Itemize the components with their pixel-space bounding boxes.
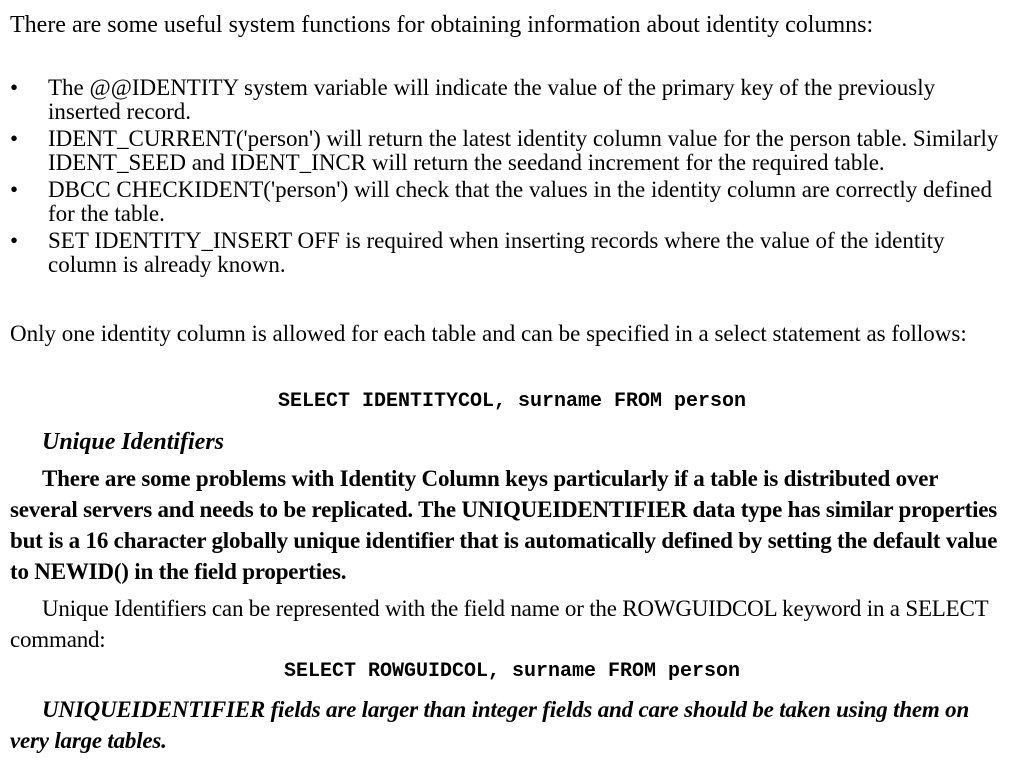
rowguidcol-paragraph: Unique Identifiers can be represented with the field name or the ROWGUIDCOL keyword in a SELECT command:: [10, 596, 989, 652]
list-item-text: DBCC CHECKIDENT('person') will check that the values in the identity column are correctly defined for the table.: [48, 177, 992, 226]
bullet-icon: •: [10, 126, 19, 151]
list-item-text: The @@IDENTITY system variable will indicate the value of the primary key of the previously inserted record.: [48, 75, 936, 124]
list-item: [10, 178, 1012, 226]
list-item-text: IDENT_CURRENT('person') will return the latest identity column value for the person table. Similarly IDENT_SEED and IDENT_INCR will return the seedand increment for the required table.: [48, 126, 999, 175]
list-item: [10, 229, 1012, 277]
list-item: [10, 76, 1012, 124]
note-paragraph: UNIQUEIDENTIFIER fields are larger than integer fields and care should be taken using them on very large tables.: [10, 697, 970, 753]
identity-column-paragraph: Only one identity column is allowed for each table and can be specified in a select statement as follows:: [10, 321, 967, 346]
list-item: [10, 127, 1012, 175]
problems-paragraph: There are some problems with Identity Column keys particularly if a table is distributed over several servers and needs to be replicated. The UNIQUEIDENTIFIER data type has similar properties but is a 16 character globally unique identifier that is automatically defined by setting the default value to NEWID() in the field properties.: [10, 466, 998, 584]
bullet-icon: •: [10, 228, 19, 253]
intro-paragraph: There are some useful system functions for obtaining information about identity columns:: [10, 12, 874, 38]
bullet-icon: •: [10, 177, 19, 202]
list-item-text: SET IDENTITY_INSERT OFF is required when inserting records where the value of the identity column is already known.: [48, 228, 945, 277]
code-identitycol: SELECT IDENTITYCOL, surname FROM person: [277, 390, 747, 413]
code-rowguidcol: SELECT ROWGUIDCOL, surname FROM person: [283, 660, 741, 683]
section-heading: Unique Identifiers: [42, 429, 225, 455]
bullet-icon: •: [10, 75, 19, 100]
identity-functions-list: [10, 76, 1012, 280]
